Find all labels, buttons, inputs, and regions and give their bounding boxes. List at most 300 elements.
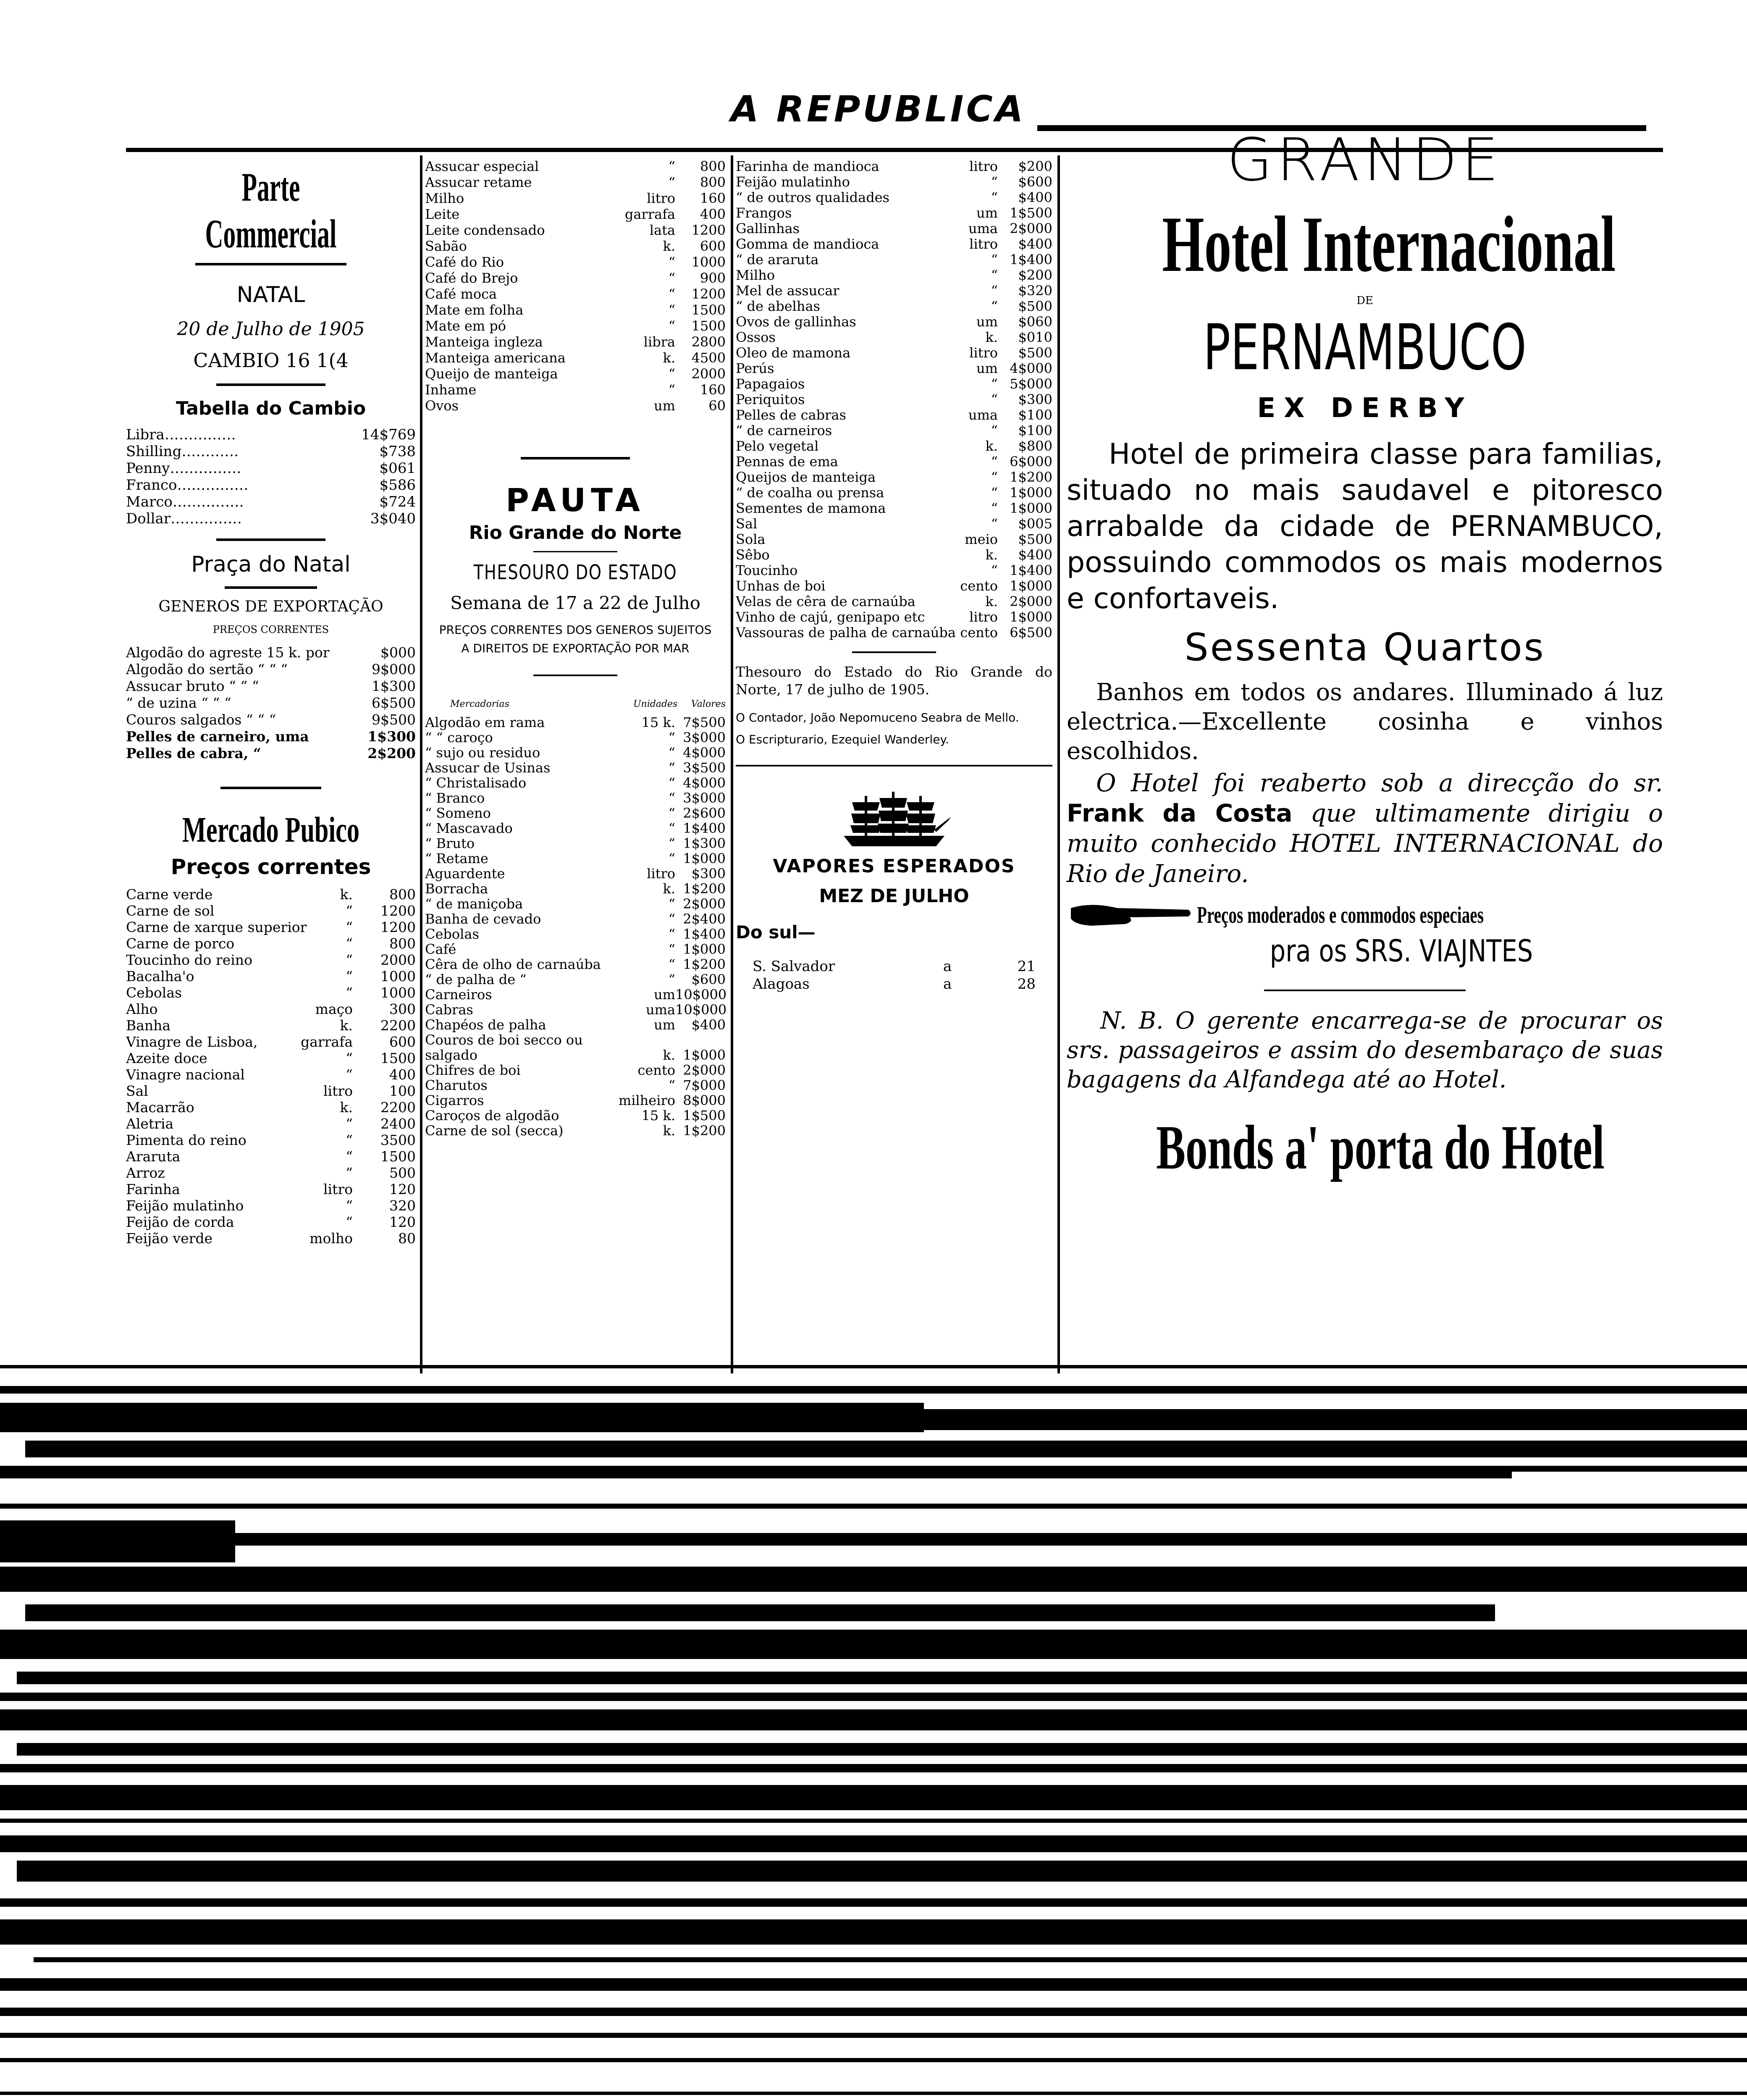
item-value: 600: [389, 1034, 416, 1050]
item-name: Queijos de manteiga: [736, 470, 876, 485]
column-divider-3: [1057, 155, 1060, 1373]
ship-a: a: [943, 976, 952, 992]
item-name: “ de carneiros: [736, 424, 832, 438]
item-name: Cêra de olho de carnaúba: [425, 958, 601, 972]
precos-moderados-label: Preços moderados e commodos especiaes: [1197, 902, 1484, 928]
item-name: Carne de porco: [126, 937, 235, 952]
table-row: [736, 486, 1052, 501]
item-unit: “: [346, 1165, 353, 1181]
table-row: [736, 377, 1052, 393]
item-unit: “: [668, 174, 675, 190]
table-row: [126, 920, 416, 937]
reopening-intro: O Hotel foi reaberto sob a direcção do sr.: [1096, 769, 1663, 797]
item-unit: “: [991, 252, 998, 268]
item-name: Bacalha'o: [126, 969, 194, 984]
item-unit: um: [654, 987, 675, 1003]
table-row: [126, 1182, 416, 1199]
currency-value: $586: [379, 477, 416, 494]
item-name: Cabras: [425, 1003, 473, 1018]
divider: [225, 586, 317, 589]
item-value: 1$000: [1010, 578, 1052, 594]
reopening-text: [1067, 768, 1663, 889]
pernambuco-heading: PERNAMBUCO: [1203, 311, 1527, 384]
item-name: Azeite doce: [126, 1051, 207, 1066]
item-unit: “: [668, 775, 675, 791]
item-name: Mel de assucar: [736, 284, 839, 299]
cambio-rate: CAMBIO 16 1(4: [193, 349, 349, 372]
item-name: Aguardente: [425, 867, 505, 882]
item-value: 1$000: [683, 1047, 726, 1063]
item-unit: “: [346, 935, 353, 952]
semana-label: Semana de 17 a 22 de Julho: [450, 593, 700, 613]
item-name: Cebolas: [425, 927, 479, 942]
item-value: $600: [691, 971, 726, 987]
table-row: [126, 512, 416, 528]
item-value: 400: [700, 206, 726, 222]
table-row: [425, 255, 726, 271]
item-unit: “: [668, 971, 675, 987]
item-unit: litro: [647, 866, 675, 882]
item-name: Feijão mulatinho: [736, 175, 850, 190]
item-unit: litro: [969, 236, 998, 252]
item-name: “ sujo ou residuo: [425, 746, 540, 761]
currency-name: Libra……………: [126, 428, 236, 443]
item-unit: “: [668, 805, 675, 821]
item-unit: maço: [315, 1001, 353, 1017]
item-value: 2$000: [1010, 593, 1052, 609]
table-row: [126, 746, 416, 763]
item-value: $300: [1018, 391, 1052, 407]
bonds-heading: Bonds a' porta do Hotel: [1156, 1113, 1605, 1182]
item-value: 1500: [380, 1148, 416, 1165]
item-value: 160: [700, 190, 726, 206]
table-row: [736, 424, 1052, 439]
item-name: “ Someno: [425, 806, 491, 821]
item-value: 320: [389, 1197, 416, 1214]
list-item: [753, 977, 1036, 995]
item-value: 10$000: [675, 1002, 727, 1018]
item-unit: [671, 1033, 675, 1048]
pauta-table: [425, 716, 726, 1139]
table-row: [425, 1033, 726, 1048]
item-unit: “: [668, 790, 675, 806]
item-name: Inhame: [425, 383, 477, 398]
item-value: 120: [389, 1181, 416, 1197]
generos-title: GENEROS DE EXPORTAÇÃO: [158, 598, 383, 615]
item-value: 800: [389, 935, 416, 952]
hotel-advertisement: [1067, 126, 1663, 1184]
divider: [216, 538, 325, 541]
column-divider-2: [731, 155, 733, 1373]
item-unit: “: [991, 298, 998, 314]
item-value: 1$200: [683, 1123, 726, 1139]
item-unit: k.: [663, 1047, 675, 1063]
item-value: $500: [1018, 531, 1052, 547]
item-value: 1000: [691, 254, 726, 270]
item-unit: “: [668, 820, 675, 836]
pauta-table-header: [425, 700, 726, 709]
table-row: [425, 852, 726, 867]
item-unit: litro: [647, 190, 675, 206]
item-name: Sementes de mamona: [736, 501, 886, 516]
item-value: 2400: [380, 1116, 416, 1132]
table-row: [425, 806, 726, 822]
column-header-mercadorias: Mercadorias: [450, 700, 509, 709]
item-unit: lata: [649, 222, 675, 238]
item-unit: k.: [985, 438, 998, 454]
mercado-subtitle: Preços correntes: [171, 855, 371, 879]
item-name: Carne de sol (secca): [425, 1124, 564, 1139]
item-name: Pelles de cabra, “: [126, 746, 261, 761]
item-name: Pelles de carneiro, uma: [126, 730, 309, 745]
item-unit: uma: [968, 220, 998, 236]
item-value: 600: [700, 238, 726, 254]
table-row: [126, 696, 416, 713]
item-name: Assucar de Usinas: [425, 761, 551, 776]
table-row: [425, 822, 726, 837]
item-name: Vinagre nacional: [126, 1068, 245, 1083]
item-unit: “: [668, 730, 675, 746]
item-unit: k.: [985, 547, 998, 563]
item-unit: “: [346, 1066, 353, 1083]
item-name: “ de uzina “ “ “: [126, 696, 231, 711]
item-name: Sabão: [425, 239, 467, 254]
table-row: [126, 1117, 416, 1133]
item-name: salgado: [425, 1048, 478, 1063]
ship-a: a: [943, 958, 952, 975]
item-unit: k.: [340, 886, 353, 903]
table-row: [425, 1079, 726, 1094]
item-name: Algodão em rama: [425, 716, 545, 730]
item-unit: “: [668, 286, 675, 302]
table-row: [736, 533, 1052, 548]
item-value: 1$200: [1010, 469, 1052, 485]
item-value: 120: [389, 1214, 416, 1230]
item-value: $400: [1018, 189, 1052, 205]
currency-value: $724: [379, 494, 416, 510]
column-header-unidades: Unidades: [633, 699, 678, 709]
table-row: [425, 287, 726, 303]
item-value: $100: [1018, 407, 1052, 423]
item-name: Vassouras de palha de carnaúba: [736, 626, 956, 640]
item-value: $400: [1018, 236, 1052, 252]
item-unit: “: [668, 254, 675, 270]
item-name: “ Bruto: [425, 837, 475, 851]
item-value: 1200: [380, 903, 416, 919]
item-value: 160: [700, 382, 726, 398]
item-value: $320: [1018, 283, 1052, 299]
item-name: Alho: [126, 1002, 158, 1017]
table-row: [425, 837, 726, 852]
table-row: [126, 937, 416, 953]
grande-heading: GRANDE: [1227, 126, 1503, 194]
table-row: [425, 776, 726, 791]
table-row: [736, 626, 1052, 641]
item-name: Pimenta do reino: [126, 1133, 247, 1148]
item-name: Assucar bruto “ “ “: [126, 679, 259, 694]
table-row: [425, 367, 726, 383]
item-value: $100: [1018, 423, 1052, 438]
item-unit: “: [668, 270, 675, 286]
item-name: Leite condensado: [425, 223, 545, 238]
table-row: [126, 1018, 416, 1035]
precos-line: [1067, 900, 1663, 931]
exportacao-table: [126, 646, 416, 763]
item-value: 4$000: [683, 745, 726, 761]
table-row: [425, 927, 726, 942]
item-value: 2$200: [367, 745, 416, 761]
table-row: [126, 495, 416, 512]
item-unit: “: [346, 952, 353, 968]
item-unit: “: [668, 382, 675, 398]
table-row: [736, 315, 1052, 331]
item-value: 6$500: [1010, 625, 1052, 640]
item-unit: “: [668, 926, 675, 942]
item-unit: “: [991, 516, 998, 532]
table-row: [425, 239, 726, 255]
prices-table: [425, 160, 726, 415]
item-value: $005: [1018, 516, 1052, 532]
item-unit: “: [346, 903, 353, 919]
mez-label: MEZ DE JULHO: [819, 885, 969, 907]
item-value: 2200: [380, 1099, 416, 1116]
divider: [533, 551, 617, 552]
item-value: 4$000: [683, 775, 726, 791]
table-row: [126, 953, 416, 969]
table-row: [736, 548, 1052, 564]
item-name: Manteiga ingleza: [425, 335, 543, 350]
hotel-description: Hotel de primeira classe para familias, situado no mais saudavel e pitoresco arrabalde da cidade de PERNAMBUCO, possuindo commodos os mais modernos e confortaveis.: [1067, 438, 1663, 615]
item-unit: “: [991, 267, 998, 283]
table-row: [425, 1094, 726, 1109]
column-divider-1: [420, 155, 422, 1373]
item-name: “ Retame: [425, 852, 488, 866]
item-unit: litro: [969, 609, 998, 625]
table-row: [736, 470, 1052, 486]
prices-table: [736, 160, 1052, 641]
table-row: [425, 942, 726, 958]
item-value: $800: [1018, 438, 1052, 454]
table-row: [736, 175, 1052, 191]
item-value: 10$000: [675, 987, 727, 1003]
column-commercial: [126, 155, 416, 1248]
hotel-name: Hotel Internacional: [1162, 200, 1616, 289]
item-unit: k.: [340, 1017, 353, 1034]
table-row: [126, 679, 416, 696]
item-value: 4$000: [1010, 360, 1052, 376]
table-row: [736, 439, 1052, 455]
table-row: [126, 1035, 416, 1051]
precos-note: PREÇOS CORRENTES DOS GENEROS SUJEITOS A DIREITOS DE EXPORTAÇÃO POR MAR: [439, 623, 712, 655]
currency-name: Shilling…………: [126, 444, 239, 460]
item-value: 4500: [691, 350, 726, 366]
table-row: [736, 595, 1052, 610]
item-unit: “: [991, 562, 998, 578]
item-name: Charutos: [425, 1079, 488, 1093]
mercado-table: [126, 887, 416, 1248]
table-row: [425, 271, 726, 287]
item-name: Mate em pó: [425, 319, 506, 334]
table-row: [126, 1133, 416, 1150]
item-unit: garrafa: [624, 206, 675, 222]
table-row: [126, 1215, 416, 1231]
item-value: 3500: [380, 1132, 416, 1148]
table-row: [736, 222, 1052, 237]
table-row: [126, 646, 416, 662]
item-unit: um: [654, 1017, 675, 1033]
item-value: 8$000: [683, 1092, 726, 1108]
divider: [852, 651, 936, 653]
table-row: [425, 973, 726, 988]
item-unit: “: [668, 1077, 675, 1093]
item-name: Algodão do sertão “ “ “: [126, 662, 288, 677]
item-unit: um: [976, 205, 998, 221]
item-unit: “: [991, 391, 998, 407]
de-label: DE: [1356, 294, 1373, 307]
item-value: 1$000: [1010, 609, 1052, 625]
item-name: Perús: [736, 362, 774, 376]
table-row: [736, 610, 1052, 626]
item-unit: “: [991, 174, 998, 190]
item-name: Café moca: [425, 287, 497, 302]
parte-commercial-title: Parte Commercial: [205, 165, 337, 256]
item-value: 1$000: [1010, 485, 1052, 501]
table-row: [736, 579, 1052, 595]
item-unit: litro: [969, 158, 998, 174]
item-name: “ Branco: [425, 791, 485, 806]
item-value: $060: [1018, 314, 1052, 330]
pauta-title: PAUTA: [506, 481, 645, 519]
item-value: $200: [1018, 158, 1052, 174]
vapores-title: VAPORES ESPERADOS: [773, 856, 1015, 877]
table-row: [425, 912, 726, 927]
item-value: 1$300: [372, 678, 416, 694]
item-value: 1500: [380, 1050, 416, 1066]
item-unit: “: [346, 919, 353, 935]
item-name: Leite: [425, 207, 460, 222]
currency-value: 3$040: [370, 510, 416, 527]
item-unit: “: [668, 158, 675, 174]
item-name: Café: [425, 942, 456, 957]
item-name: Sêbo: [736, 548, 770, 563]
item-unit: “: [668, 302, 675, 318]
table-row: [425, 1003, 726, 1018]
item-unit: k.: [663, 1123, 675, 1139]
table-row: [736, 331, 1052, 346]
item-unit: k.: [663, 881, 675, 897]
table-row: [425, 791, 726, 806]
currency-name: Franco……………: [126, 478, 249, 494]
sessenta-quartos-heading: Sessenta Quartos: [1184, 625, 1545, 669]
item-name: Toucinho do reino: [126, 953, 252, 968]
tabella-title: Tabella do Cambio: [176, 398, 366, 419]
item-value: $400: [691, 1017, 726, 1033]
table-row: [425, 897, 726, 912]
table-row: [126, 1084, 416, 1100]
item-value: 2$000: [683, 1062, 726, 1078]
item-unit: milheiro: [618, 1092, 675, 1108]
item-value: 800: [389, 886, 416, 903]
item-value: 1$200: [683, 881, 726, 897]
divider: [1264, 990, 1466, 991]
item-name: Frangos: [736, 206, 792, 221]
item-name: Algodão do agreste 15 k. por: [126, 646, 330, 661]
item-value: 1200: [691, 286, 726, 302]
redaction-bars: [0, 1352, 1747, 2100]
item-value: 1500: [691, 318, 726, 334]
item-unit: “: [668, 835, 675, 851]
item-value: $400: [1018, 547, 1052, 563]
nota-bene: N. B. O gerente encarrega-se de procurar os srs. passageiros e assim do desembaraço de suas bagagens da Alfandega até ao Hotel.: [1067, 1007, 1663, 1093]
item-unit: “: [668, 896, 675, 912]
ship-name: Alagoas: [753, 977, 810, 992]
item-name: Manteiga americana: [425, 351, 566, 366]
item-name: Sola: [736, 533, 766, 547]
table-row: [425, 335, 726, 351]
item-unit: cento: [960, 625, 998, 640]
item-unit: litro: [323, 1181, 353, 1197]
item-unit: “: [991, 423, 998, 438]
item-unit: “: [991, 283, 998, 299]
item-value: 1200: [691, 222, 726, 238]
item-name: Vinho de cajú, genipapo etc: [736, 610, 925, 625]
item-name: Pelles de cabras: [736, 408, 846, 423]
item-value: 3$500: [683, 760, 726, 776]
item-name: Periquitos: [736, 393, 805, 407]
table-row: [425, 1018, 726, 1033]
precos-correntes-label: PREÇOS CORRENTES: [212, 624, 329, 635]
report-date: 20 de Julho de 1905: [177, 318, 365, 340]
item-value: [675, 1033, 726, 1048]
item-name: Oleo de mamona: [736, 346, 851, 361]
table-row: [736, 253, 1052, 268]
table-row: [736, 268, 1052, 284]
item-name: Vinagre de Lisboa,: [126, 1035, 258, 1050]
item-name: Pennas de ema: [736, 455, 838, 470]
item-value: $010: [1018, 329, 1052, 345]
item-value: 2$600: [683, 805, 726, 821]
item-name: Farinha: [126, 1182, 180, 1197]
divider: [220, 787, 321, 789]
item-unit: “: [991, 189, 998, 205]
item-value: 7$500: [683, 714, 726, 730]
item-value: 500: [389, 1165, 416, 1181]
currency-name: Penny……………: [126, 461, 241, 477]
item-unit: “: [991, 454, 998, 470]
currency-value: $738: [379, 443, 416, 460]
item-name: Araruta: [126, 1150, 181, 1165]
item-unit: garrafa: [301, 1034, 353, 1050]
table-row: [126, 1199, 416, 1215]
item-name: Papagaios: [736, 377, 805, 392]
table-row: [126, 1150, 416, 1166]
item-value: 2$000: [683, 896, 726, 912]
item-unit: meio: [965, 531, 998, 547]
item-unit: “: [346, 1148, 353, 1165]
item-name: Milho: [736, 268, 775, 283]
table-row: [425, 988, 726, 1003]
item-unit: “: [668, 366, 675, 382]
table-row: [736, 284, 1052, 299]
table-row: [736, 362, 1052, 377]
table-row: [425, 176, 726, 192]
item-name: Ovos: [425, 399, 459, 414]
item-name: Chifres de boi: [425, 1063, 521, 1078]
item-value: 2800: [691, 334, 726, 350]
item-unit: um: [654, 398, 675, 414]
item-value: 9$500: [372, 711, 416, 728]
item-name: Carneiros: [425, 988, 492, 1003]
